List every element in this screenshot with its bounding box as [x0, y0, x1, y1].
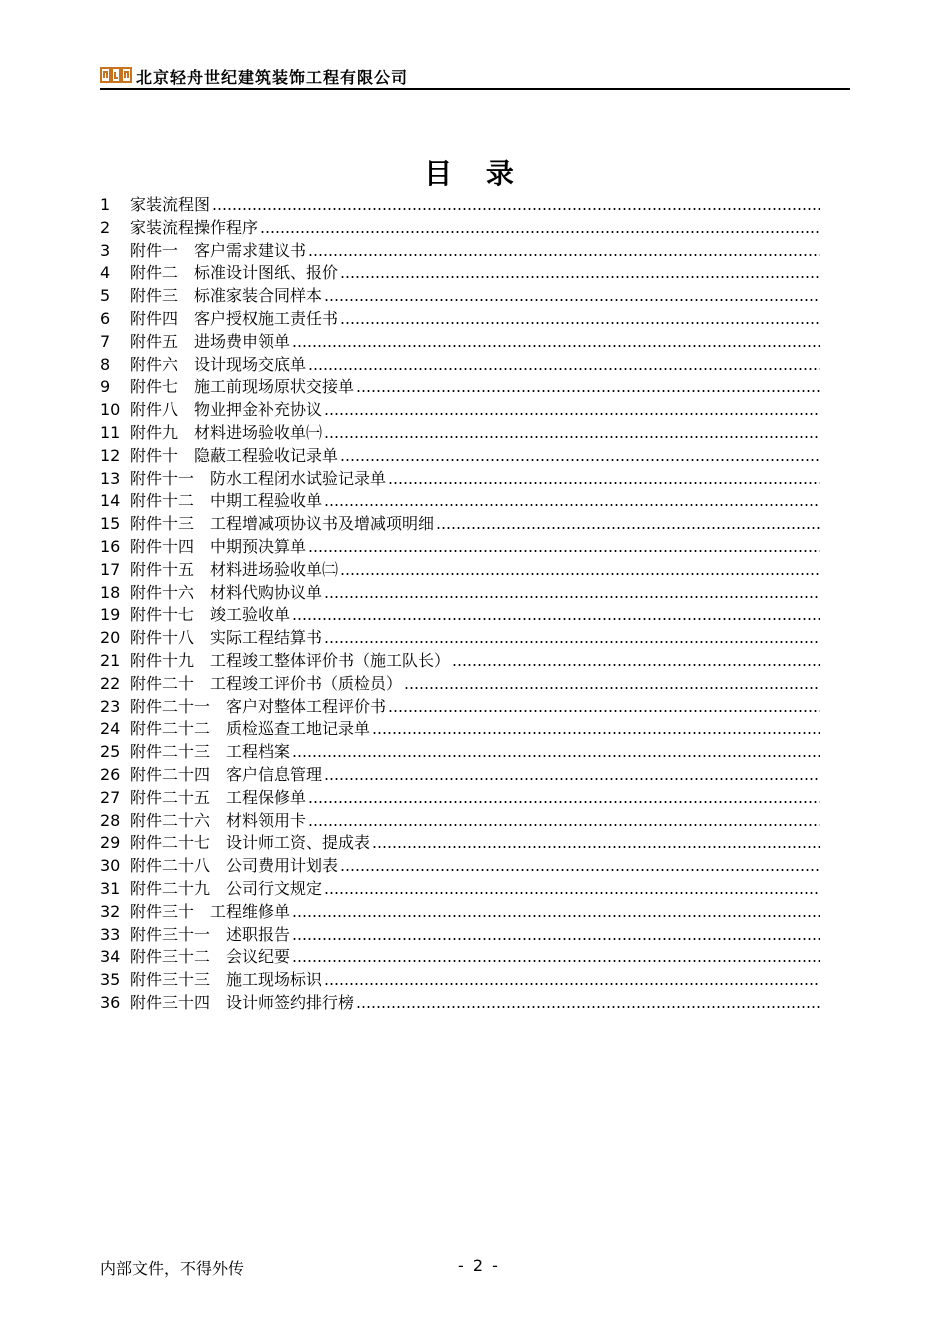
toc-entry-number: 10 [100, 400, 121, 420]
toc-entry-text [130, 832, 820, 855]
toc-entry-title: 设计师签约排行榜 [226, 992, 355, 1012]
toc-entry-title: 进场费申领单 [194, 331, 291, 351]
toc-dot-leader [372, 718, 820, 741]
toc-entry [100, 878, 820, 901]
toc-entry-attachment-no: 附件十七 [130, 605, 195, 625]
toc-entry-label [130, 855, 338, 878]
toc-entry-label [130, 513, 434, 536]
toc-entry-number: 7 [100, 331, 111, 351]
toc-entry-label [130, 422, 322, 445]
toc-entry-number: 34 [100, 947, 121, 967]
toc-entry-title: 标准家装合同样本 [194, 286, 323, 306]
toc-dot-leader [292, 331, 820, 354]
toc-entry [100, 399, 820, 422]
toc-entry-text [130, 285, 820, 308]
toc-entry-title: 材料进场验收单㈡ [210, 559, 339, 579]
toc-entry-label [130, 627, 322, 650]
toc-entry [100, 696, 820, 719]
toc-entry-label [130, 468, 386, 491]
toc-entry-number: 17 [100, 559, 121, 579]
toc-entry-label [130, 490, 322, 513]
toc-entry-attachment-no: 附件二十六 [130, 810, 211, 830]
toc-entry-text [130, 878, 820, 901]
toc-entry [100, 513, 820, 536]
toc-dot-leader [340, 308, 820, 331]
toc-entry [100, 810, 820, 833]
toc-entry-attachment-no: 附件十四 [130, 536, 195, 556]
toc-entry [100, 262, 820, 285]
toc-entry-text [130, 354, 820, 377]
toc-entry-attachment-no: 附件二十 [130, 673, 195, 693]
toc-entry-attachment-no: 附件六 [130, 354, 179, 374]
toc-entry-number: 4 [100, 263, 111, 283]
toc-entry-number: 35 [100, 970, 121, 990]
toc-entry-title: 物业押金补充协议 [194, 400, 323, 420]
toc-entry-attachment-no: 附件二十二 [130, 719, 211, 739]
toc-entry-attachment-no: 附件三十四 [130, 992, 211, 1012]
toc-entry-label [130, 924, 290, 947]
toc-dot-leader [292, 924, 820, 947]
footer-page-number: - 2 - [458, 1256, 500, 1275]
toc-entry [100, 376, 820, 399]
toc-entry [100, 536, 820, 559]
toc-entry [100, 650, 820, 673]
toc-entry-label [130, 376, 354, 399]
toc-entry [100, 308, 820, 331]
toc-entry-attachment-no: 附件十八 [130, 628, 195, 648]
toc-entry-title: 述职报告 [226, 924, 291, 944]
footer-confidential-note: 内部文件，不得外传 [100, 1259, 245, 1278]
toc-entry-attachment-no: 附件三 [130, 286, 179, 306]
toc-entry-number: 3 [100, 240, 111, 260]
toc-dot-leader [308, 810, 820, 833]
toc-entry-title: 质检巡查工地记录单 [226, 719, 371, 739]
toc-entry [100, 992, 820, 1015]
toc-entry-text [130, 194, 820, 217]
toc-dot-leader [340, 855, 820, 878]
toc-dot-leader [356, 992, 820, 1015]
toc-dot-leader [324, 285, 820, 308]
toc-entry-title: 设计师工资、提成表 [226, 833, 371, 853]
toc-entry-label [130, 992, 354, 1015]
toc-entry-title: 防水工程闭水试验记录单 [210, 468, 387, 488]
toc-entry-attachment-no: 附件九 [130, 422, 179, 442]
toc-entry-label [130, 217, 258, 240]
toc-dot-leader [324, 422, 820, 445]
toc-entry-title: 实际工程结算书 [210, 628, 323, 648]
toc-entry-text [130, 240, 820, 263]
toc-entry-label [130, 194, 210, 217]
toc-entry-title: 中期预决算单 [210, 536, 307, 556]
toc-entry-number: 13 [100, 468, 121, 488]
toc-entry-title: 材料领用卡 [226, 810, 307, 830]
toc-dot-leader [292, 901, 820, 924]
toc-entry-text [130, 969, 820, 992]
toc-entry-attachment-no: 附件十五 [130, 559, 195, 579]
toc-entry-title: 客户需求建议书 [194, 240, 307, 260]
toc-entry-attachment-no: 附件十二 [130, 491, 195, 511]
toc-entry-title: 施工现场标识 [226, 970, 323, 990]
toc-entry [100, 787, 820, 810]
toc-entry-label [130, 262, 338, 285]
toc-entry-attachment-no: 附件一 [130, 240, 179, 260]
table-of-contents [100, 194, 820, 1015]
toc-entry-attachment-no: 附件二 [130, 263, 179, 283]
toc-entry [100, 718, 820, 741]
toc-dot-leader [212, 194, 820, 217]
toc-entry-label [130, 787, 306, 810]
toc-entry-label [130, 354, 306, 377]
toc-entry-attachment-no: 附件五 [130, 331, 179, 351]
toc-entry-text [130, 559, 820, 582]
toc-entry-text [130, 627, 820, 650]
company-name: 北京轻舟世纪建筑装饰工程有限公司 [136, 68, 409, 87]
toc-entry-number: 28 [100, 810, 121, 830]
toc-entry-label [130, 582, 322, 605]
toc-entry [100, 946, 820, 969]
toc-entry-number: 21 [100, 650, 121, 670]
toc-entry-number: 23 [100, 696, 121, 716]
toc-dot-leader [340, 445, 820, 468]
toc-entry [100, 764, 820, 787]
toc-entry-number: 33 [100, 924, 121, 944]
toc-entry-title: 公司行文规定 [226, 878, 323, 898]
toc-entry-number: 27 [100, 787, 121, 807]
toc-entry-label [130, 650, 450, 673]
toc-dot-leader [340, 262, 820, 285]
toc-dot-leader [308, 787, 820, 810]
toc-entry-title: 工程维修单 [210, 901, 291, 921]
toc-dot-leader [452, 650, 820, 673]
toc-dot-leader [308, 354, 820, 377]
toc-entry-label [130, 399, 322, 422]
toc-entry-number: 6 [100, 308, 111, 328]
toc-entry-attachment-no: 附件二十七 [130, 833, 211, 853]
toc-dot-leader [260, 217, 820, 240]
toc-entry-attachment-no: 附件二十三 [130, 742, 211, 762]
toc-entry-title: 工程竣工整体评价书（施工队长） [210, 650, 451, 670]
toc-entry-label [130, 969, 322, 992]
toc-entry-title: 施工前现场原状交接单 [194, 377, 355, 397]
toc-entry [100, 354, 820, 377]
toc-entry-label [130, 764, 322, 787]
toc-dot-leader [292, 946, 820, 969]
toc-entry-title: 会议纪要 [226, 947, 291, 967]
toc-entry-label [130, 559, 338, 582]
toc-entry-label [130, 673, 402, 696]
toc-entry-attachment-no: 附件十六 [130, 582, 195, 602]
toc-dot-leader [324, 490, 820, 513]
toc-entry-text [130, 741, 820, 764]
toc-entry-title: 家装流程操作程序 [130, 217, 259, 237]
toc-entry-label [130, 878, 322, 901]
toc-entry-text [130, 582, 820, 605]
toc-entry-text [130, 855, 820, 878]
toc-entry-label [130, 946, 290, 969]
toc-entry [100, 673, 820, 696]
toc-entry-label [130, 741, 290, 764]
toc-entry-text [130, 376, 820, 399]
toc-entry-text [130, 399, 820, 422]
toc-entry-label [130, 832, 370, 855]
toc-entry-text [130, 673, 820, 696]
toc-entry-text [130, 468, 820, 491]
toc-entry [100, 490, 820, 513]
toc-entry [100, 855, 820, 878]
toc-entry-label [130, 240, 306, 263]
toc-entry-text [130, 604, 820, 627]
toc-entry-title: 客户授权施工责任书 [194, 308, 339, 328]
toc-entry-text [130, 901, 820, 924]
toc-entry-label [130, 285, 322, 308]
toc-entry-label [130, 536, 306, 559]
toc-entry-attachment-no: 附件二十四 [130, 764, 211, 784]
toc-entry-attachment-no: 附件二十九 [130, 878, 211, 898]
toc-entry [100, 217, 820, 240]
toc-entry-number: 22 [100, 673, 121, 693]
toc-entry-label [130, 308, 338, 331]
toc-dot-leader [372, 832, 820, 855]
company-logo-icon [100, 67, 132, 83]
toc-entry-attachment-no: 附件三十 [130, 901, 195, 921]
toc-entry [100, 559, 820, 582]
toc-entry [100, 285, 820, 308]
toc-entry-number: 2 [100, 217, 111, 237]
toc-dot-leader [324, 878, 820, 901]
toc-dot-leader [356, 376, 820, 399]
toc-entry-label [130, 331, 290, 354]
toc-entry-text [130, 217, 820, 240]
page-title: 目 录 [424, 157, 526, 190]
toc-entry-number: 15 [100, 514, 121, 534]
toc-entry-text [130, 445, 820, 468]
toc-entry-attachment-no: 附件十三 [130, 514, 195, 534]
toc-entry-title: 工程增减项协议书及增减项明细 [210, 514, 435, 534]
toc-entry-number: 16 [100, 536, 121, 556]
toc-entry [100, 741, 820, 764]
toc-entry-number: 20 [100, 628, 121, 648]
toc-entry-title: 公司费用计划表 [226, 856, 339, 876]
toc-entry-title: 客户信息管理 [226, 764, 323, 784]
toc-dot-leader [324, 582, 820, 605]
toc-entry-label [130, 810, 306, 833]
toc-entry-label [130, 901, 290, 924]
toc-entry-text [130, 490, 820, 513]
toc-entry-number: 8 [100, 354, 111, 374]
toc-entry-title: 中期工程验收单 [210, 491, 323, 511]
toc-entry-title: 标准设计图纸、报价 [194, 263, 339, 283]
toc-entry-number: 5 [100, 286, 111, 306]
toc-entry [100, 422, 820, 445]
toc-entry-title: 家装流程图 [130, 195, 211, 214]
toc-entry-label [130, 718, 370, 741]
toc-entry-text [130, 946, 820, 969]
toc-entry-label [130, 696, 386, 719]
toc-entry [100, 604, 820, 627]
toc-entry [100, 331, 820, 354]
toc-entry-text [130, 262, 820, 285]
toc-entry-label [130, 604, 290, 627]
toc-entry-title: 隐蔽工程验收记录单 [194, 445, 339, 465]
toc-dot-leader [404, 673, 820, 696]
toc-entry-number: 31 [100, 878, 121, 898]
toc-entry-title: 客户对整体工程评价书 [226, 696, 387, 716]
toc-entry [100, 901, 820, 924]
toc-dot-leader [292, 741, 820, 764]
toc-entry-number: 36 [100, 992, 121, 1012]
toc-entry-text [130, 810, 820, 833]
toc-entry [100, 924, 820, 947]
toc-entry-number: 26 [100, 764, 121, 784]
toc-entry [100, 468, 820, 491]
toc-dot-leader [324, 969, 820, 992]
toc-dot-leader [324, 399, 820, 422]
toc-entry-text [130, 924, 820, 947]
toc-entry [100, 194, 820, 217]
toc-entry-label [130, 445, 338, 468]
toc-dot-leader [388, 468, 820, 491]
toc-entry-title: 工程竣工评价书（质检员） [210, 673, 403, 693]
toc-entry [100, 445, 820, 468]
toc-entry-text [130, 992, 820, 1015]
toc-entry [100, 627, 820, 650]
toc-entry-attachment-no: 附件十一 [130, 468, 195, 488]
toc-entry-title: 工程档案 [226, 742, 291, 762]
toc-entry-attachment-no: 附件七 [130, 377, 179, 397]
toc-entry-number: 24 [100, 719, 121, 739]
toc-entry-number: 18 [100, 582, 121, 602]
toc-dot-leader [324, 764, 820, 787]
toc-entry-text [130, 718, 820, 741]
toc-entry [100, 969, 820, 992]
toc-entry-text [130, 536, 820, 559]
toc-entry-title: 材料进场验收单㈠ [194, 422, 323, 442]
toc-entry-number: 1 [100, 195, 111, 214]
toc-entry-number: 19 [100, 605, 121, 625]
toc-entry-number: 32 [100, 901, 121, 921]
page-header [100, 62, 850, 90]
toc-dot-leader [436, 513, 820, 536]
toc-entry-attachment-no: 附件三十三 [130, 970, 211, 990]
toc-entry-number: 11 [100, 422, 121, 442]
toc-dot-leader [340, 559, 820, 582]
toc-entry-title: 工程保修单 [226, 787, 307, 807]
toc-dot-leader [388, 696, 820, 719]
toc-entry-text [130, 422, 820, 445]
toc-entry-text [130, 331, 820, 354]
toc-entry-text [130, 308, 820, 331]
toc-entry-text [130, 764, 820, 787]
toc-entry-attachment-no: 附件十九 [130, 650, 195, 670]
toc-entry-title: 材料代购协议单 [210, 582, 323, 602]
toc-entry-number: 30 [100, 856, 121, 876]
toc-entry-attachment-no: 附件二十一 [130, 696, 211, 716]
toc-entry-text [130, 787, 820, 810]
toc-entry-attachment-no: 附件二十八 [130, 856, 211, 876]
toc-entry-attachment-no: 附件二十五 [130, 787, 211, 807]
toc-entry-text [130, 650, 820, 673]
toc-entry-number: 14 [100, 491, 121, 511]
toc-entry-attachment-no: 附件四 [130, 308, 179, 328]
toc-entry [100, 832, 820, 855]
toc-dot-leader [308, 536, 820, 559]
toc-entry-text [130, 696, 820, 719]
toc-dot-leader [308, 240, 820, 263]
toc-entry-text [130, 513, 820, 536]
toc-entry [100, 240, 820, 263]
toc-dot-leader [324, 627, 820, 650]
toc-entry-title: 设计现场交底单 [194, 354, 307, 374]
toc-entry-number: 12 [100, 445, 121, 465]
toc-entry [100, 582, 820, 605]
toc-entry-number: 9 [100, 377, 111, 397]
toc-entry-number: 29 [100, 833, 121, 853]
toc-entry-attachment-no: 附件十 [130, 445, 179, 465]
toc-entry-attachment-no: 附件三十二 [130, 947, 211, 967]
toc-entry-title: 竣工验收单 [210, 605, 291, 625]
toc-entry-attachment-no: 附件三十一 [130, 924, 211, 944]
toc-entry-attachment-no: 附件八 [130, 400, 179, 420]
toc-dot-leader [292, 604, 820, 627]
toc-entry-number: 25 [100, 742, 121, 762]
